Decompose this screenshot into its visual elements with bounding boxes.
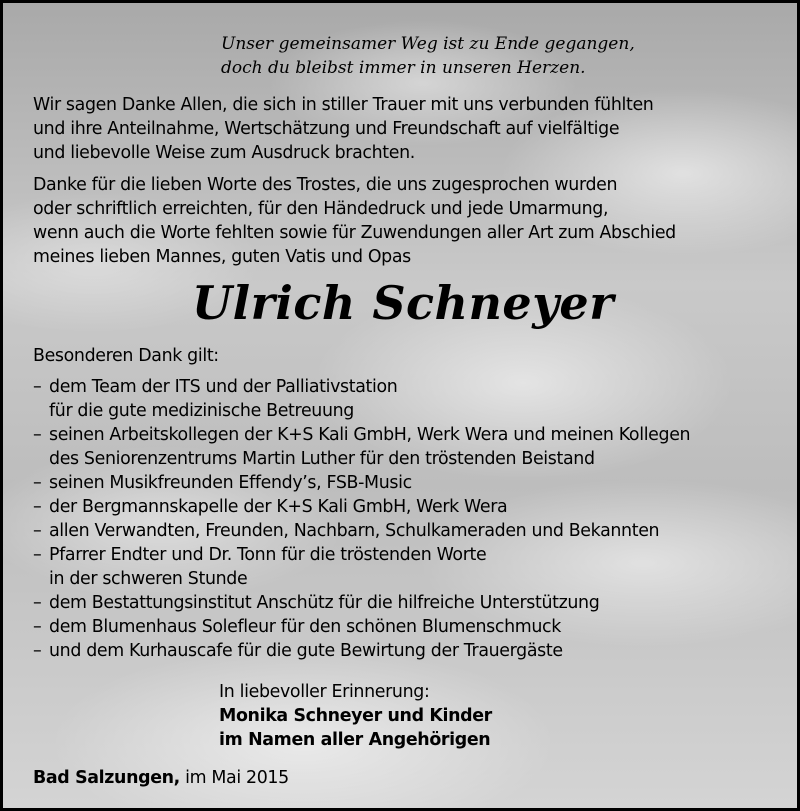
list-item-line: für die gute medizinische Betreuung	[49, 401, 354, 421]
list-dash: –	[33, 425, 42, 445]
paragraph-line: Wir sagen Danke Allen, die sich in stiller Trauer mit uns verbunden fühlten	[33, 95, 654, 115]
list-item-line: dem Blumenhaus Solefleur für den schönen Blumenschmuck	[49, 617, 561, 637]
paragraph-line: Danke für die lieben Worte des Trostes, die uns zugesprochen wurden	[33, 175, 618, 195]
list-item-line: und dem Kurhauscafe für die gute Bewirtung der Trauergäste	[49, 641, 563, 661]
closing-intro: In liebevoller Erinnerung:	[219, 682, 430, 702]
thanks-list	[33, 375, 690, 663]
paragraph-line: oder schriftlich erreichten, für den Händedruck und jede Umarmung,	[33, 199, 609, 219]
list-item	[33, 495, 690, 519]
signers-line-2: im Namen aller Angehörigen	[219, 730, 491, 750]
quote-line-1: Unser gemeinsamer Weg ist zu Ende gegangen,	[221, 34, 635, 54]
list-item	[33, 543, 690, 591]
list-item	[33, 519, 690, 543]
list-dash: –	[33, 377, 42, 397]
list-item	[33, 615, 690, 639]
list-item	[33, 423, 690, 471]
signers-line-1: Monika Schneyer und Kinder	[219, 706, 492, 726]
list-item-line: seinen Arbeitskollegen der K+S Kali GmbH, Werk Wera und meinen Kollegen	[49, 425, 691, 445]
quote-line-2: doch du bleibst immer in unseren Herzen.	[221, 58, 586, 78]
list-item-line: des Seniorenzentrums Martin Luther für den tröstenden Beistand	[49, 449, 595, 469]
paragraph-line: und ihre Anteilnahme, Wertschätzung und Freundschaft auf vielfältige	[33, 119, 620, 139]
list-dash: –	[33, 617, 42, 637]
list-dash: –	[33, 521, 42, 541]
list-item-line: der Bergmannskapelle der K+S Kali GmbH, Werk Wera	[49, 497, 508, 517]
place: Bad Salzungen,	[33, 768, 180, 788]
place-date	[33, 766, 289, 790]
list-dash: –	[33, 497, 42, 517]
paragraph-line: und liebevolle Weise zum Ausdruck brachten.	[33, 143, 415, 163]
deceased-name: Ulrich Schneyer	[192, 276, 614, 330]
list-item-line: in der schweren Stunde	[49, 569, 248, 589]
list-dash: –	[33, 641, 42, 661]
list-item-line: allen Verwandten, Freunden, Nachbarn, Schulkameraden und Bekannten	[49, 521, 660, 541]
list-item-line: seinen Musikfreunden Effendy’s, FSB-Music	[49, 473, 412, 493]
list-dash: –	[33, 473, 42, 493]
list-item	[33, 471, 690, 495]
list-dash: –	[33, 593, 42, 613]
list-item-line: dem Team der ITS und der Palliativstation	[49, 377, 398, 397]
memorial-quote	[221, 32, 635, 80]
date: im Mai 2015	[185, 768, 289, 788]
list-item	[33, 591, 690, 615]
paragraph-line: meines lieben Mannes, guten Vatis und Opas	[33, 247, 411, 267]
thanks-heading: Besonderen Dank gilt:	[33, 346, 219, 366]
list-item-line: Pfarrer Endter und Dr. Tonn für die tröstenden Worte	[49, 545, 487, 565]
list-dash: –	[33, 545, 42, 565]
list-item-line: dem Bestattungsinstitut Anschütz für die hilfreiche Unterstützung	[49, 593, 600, 613]
thanks-paragraph-1	[33, 93, 653, 165]
paragraph-line: wenn auch die Worte fehlten sowie für Zuwendungen aller Art zum Abschied	[33, 223, 676, 243]
closing-signature	[219, 680, 492, 752]
thanks-paragraph-2	[33, 173, 676, 269]
list-item	[33, 375, 690, 423]
list-item	[33, 639, 690, 663]
